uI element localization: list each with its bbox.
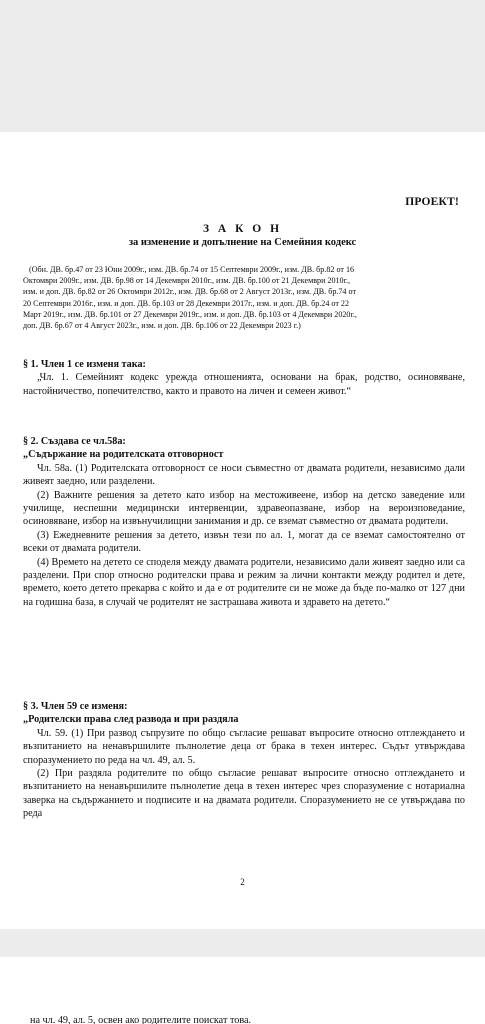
section-1-heading: § 1. Член 1 се изменя така: xyxy=(23,359,146,370)
section-2-paragraph: (2) Важните решения за детето като избор на местоживеене, избор на детско заведение или училище, неспешни медицински интервенции, здравеопазване, избор на вероизповедание, осиновяване, избор на извънучилищни занимания и др. се вземат съвместно от двамата родители. xyxy=(23,489,465,528)
section-3-heading: § 3. Член 59 се изменя: xyxy=(23,701,128,712)
section-2 xyxy=(23,435,465,609)
section-1 xyxy=(23,358,465,398)
section-3-subheading: „Родителски права след развода и при раздяла xyxy=(23,714,239,726)
publication-line: 20 Септември 2016г., изм. и доп. ДВ. бр.103 от 28 Декември 2017г., изм. и доп. ДВ. бр.24 от 22 xyxy=(23,298,349,308)
section-2-paragraph: (4) Времето на детето се споделя между двамата родители, независимо дали живеят заедно или са разделени. При спор относно родителски права и режим за лични контакти между родител и дете, времето, което детето прекарва с който и да е от родителите си не може да бъде по-малко от 127 дни на годишна база, в случай че родителят не застрашава живота и здравето на детето.“ xyxy=(23,556,465,608)
law-subtitle: за изменение и допълнение на Семейния кодекс xyxy=(128,237,357,248)
publication-line: (Обн. ДВ. бр.47 от 23 Юни 2009г., изм. ДВ. бр.74 от 15 Септември 2009г., изм. ДВ. бр.82 от 16 xyxy=(29,265,355,274)
publication-line: Март 2019г., изм. ДВ. бр.101 от 27 Декември 2019г., изм. и доп. ДВ. бр.103 от 4 Декември 2020г., xyxy=(23,309,357,319)
section-2-heading: § 2. Създава се чл.58а: xyxy=(23,436,126,447)
section-1-paragraph: „Чл. 1. Семейният кодекс урежда отношенията, основани на брак, родство, осиновяване, настойничество, попечителство, както и правото на личен и семеен живот.“ xyxy=(23,372,465,397)
section-2-paragraph: Чл. 58а. (1) Родителската отговорност се носи съвместно от двамата родители, независимо дали живеят заедно, или разделени. xyxy=(23,462,465,488)
draft-label: ПРОЕКТ! xyxy=(405,196,459,208)
law-title: З А К О Н xyxy=(202,223,283,235)
next-page xyxy=(0,957,485,1024)
section-3 xyxy=(23,700,465,821)
document-page xyxy=(0,132,485,929)
section-3-paragraph: (2) При раздяла родителите по общо съгласие решават въпросите относно отглеждането и възпитанието на ненавършилите пълнолетие деца в техен интерес чрез споразумение с нотариална заверка на съдържанието и подписите и на двамата родители. Споразумението не се утвърждава по реда xyxy=(23,768,465,820)
section-2-subheading: „Съдържание на родителската отговорност xyxy=(23,449,224,461)
publication-line: изм. и доп. ДВ. бр.82 от 26 Октомври 2012г., изм. ДВ. бр.68 от 2 Август 2013г., изм. ДВ. бр.74 от xyxy=(23,287,356,297)
page-number: 2 xyxy=(240,877,245,887)
section-3-paragraph: Чл. 59. (1) При развод съпрузите по общо съгласие решават въпросите относно отглеждането и възпитанието на ненавършилите пълнолетие деца от брака в техен интерес. Съдът утвърждава споразумението по реда на чл. 49, ал. 5. xyxy=(23,727,465,766)
publication-line: доп. ДВ. бр.67 от 4 Август 2023г., изм. и доп. ДВ. бр.106 от 22 Декември 2023 г.) xyxy=(23,321,301,331)
publication-history xyxy=(23,264,465,331)
section-2-paragraph: (3) Ежедневните решения за детето, извън тези по ал. 1, могат да се вземат самостоятелно от всеки от двамата родители. xyxy=(23,529,465,555)
publication-line: Октомври 2009г., изм. ДВ. бр.98 от 14 Декември 2010г., изм. ДВ. бр.100 от 21 Декември 2010г., xyxy=(23,276,351,286)
next-page-fragment: на чл. 49, ал. 5, освен ако родителите поискат това. xyxy=(30,1015,252,1024)
